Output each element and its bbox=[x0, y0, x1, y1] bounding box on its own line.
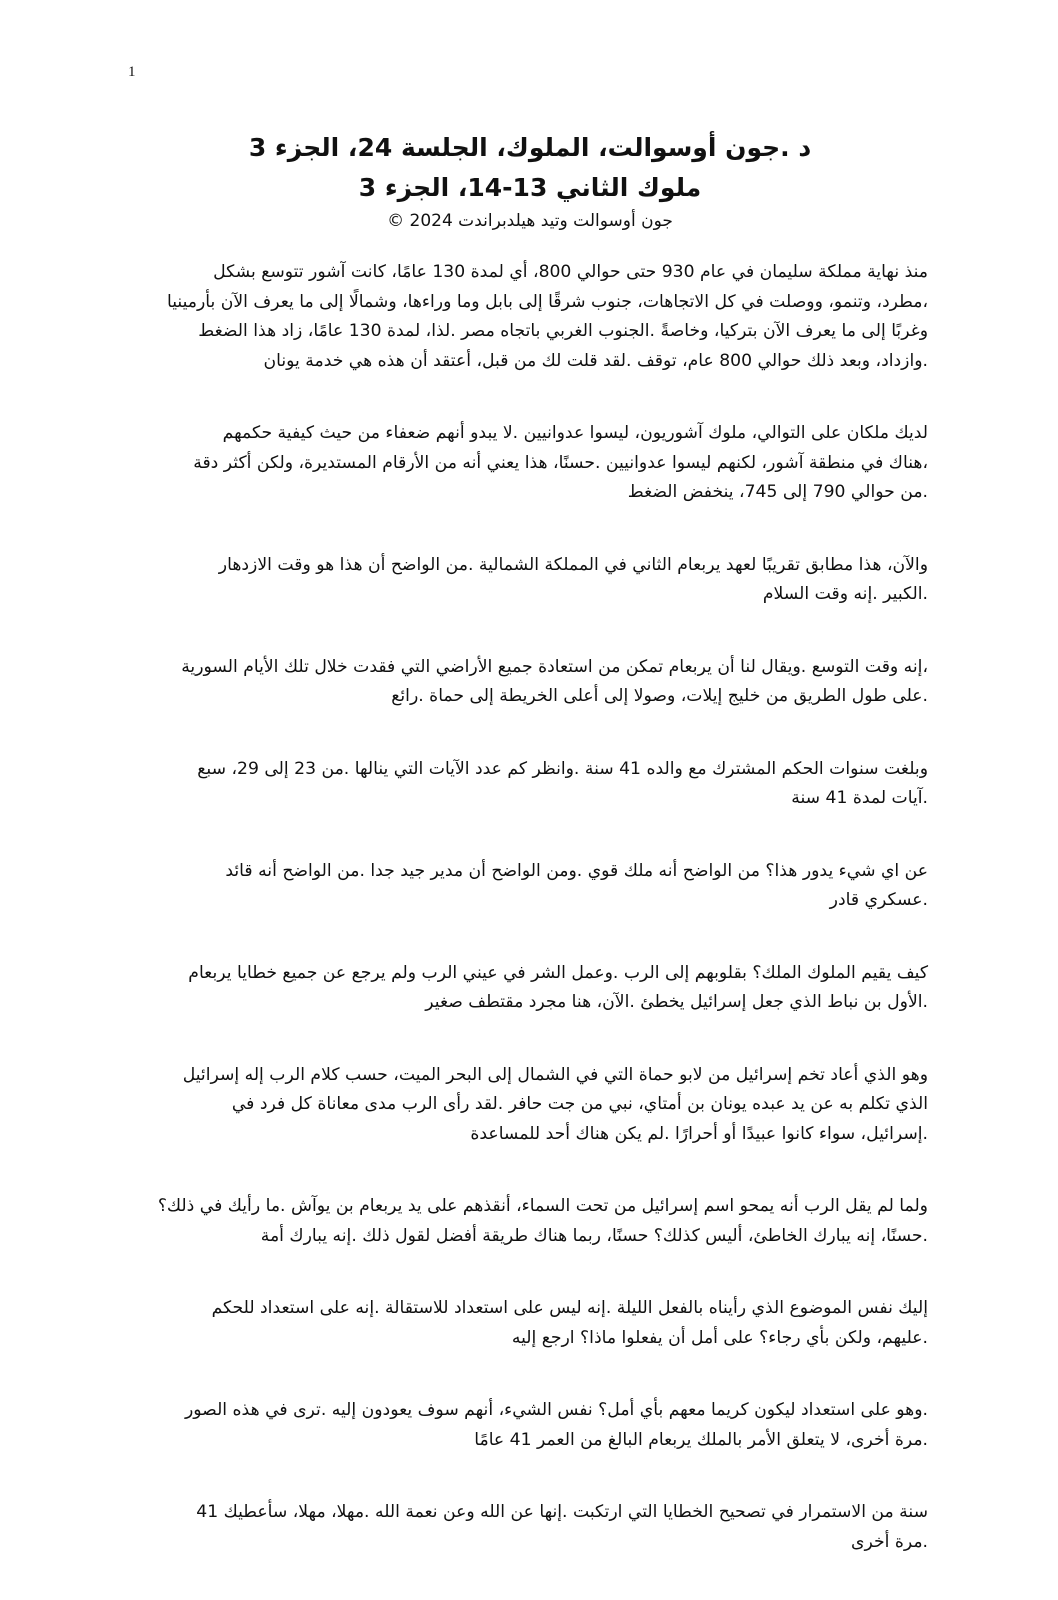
paragraph-line: .وهو على استعداد ليكون كريما معهم بأي أمل؟ نفس الشيء، أنهم سوف يعودون إليه .ترى في هذه الصور bbox=[184, 1400, 928, 1420]
paragraph bbox=[148, 1396, 928, 1455]
title-line-1: د .جون أوسوالت، الملوك، الجلسة 24، الجزء 3 bbox=[248, 133, 812, 162]
paragraph-line: لديك ملكان على التوالي، ملوك آشوريون، ليسوا عدوانيين .لا يبدو أنهم ضعفاء من حيث كيفية حكمهم bbox=[222, 423, 928, 443]
paragraph bbox=[148, 755, 928, 814]
paragraph-line: .مرة أخرى bbox=[851, 1531, 928, 1552]
paragraph-line: سنة من الاستمرار في تصحيح الخطايا التي ارتكبت .إنها عن الله وعن نعمة الله .مهلا، مهلا، سأعطيك 41 bbox=[196, 1502, 928, 1522]
document-body bbox=[148, 258, 928, 1600]
paragraph-line: .على طول الطريق من خليج إيلات، وصولا إلى أعلى الخريطة إلى حماة .رائع bbox=[391, 686, 928, 706]
paragraph-line: ،إنه وقت التوسع .ويقال لنا أن يربعام تمكن من استعادة جميع الأراضي التي فقدت خلال تلك الأيام السورية bbox=[181, 656, 928, 677]
paragraph-line: عن اي شيء يدور هذا؟ من الواضح أنه ملك قوي .ومن الواضح أن مدير جيد جدا .من الواضح أنه قائد bbox=[225, 860, 928, 881]
paragraph-line: والآن، هذا مطابق تقريبًا لعهد يربعام الثاني في المملكة الشمالية .من الواضح أن هذا هو وقت الازدهار bbox=[218, 554, 928, 575]
paragraph-line: .مرة أخرى، لا يتعلق الأمر بالملك يربعام البالغ من العمر 41 عامًا bbox=[474, 1429, 928, 1450]
paragraph-line: منذ نهاية مملكة سليمان في عام 930 حتى حوالي 800، أي لمدة 130 عامًا، كانت آشور تتوسع بشكل bbox=[213, 262, 928, 282]
paragraph-line: وغربًا إلى ما يعرف الآن بتركيا، وخاصةً .الجنوب الغربي باتجاه مصر .لذا، لمدة 130 عامًا، زاد هذا الضغط bbox=[198, 321, 928, 341]
paragraph bbox=[148, 1294, 928, 1353]
page-number: 1 bbox=[128, 64, 136, 80]
paragraph-line: .الأول بن نباط الذي جعل إسرائيل يخطئ .الآن، هنا مجرد مقتطف صغير bbox=[425, 992, 928, 1012]
document-header bbox=[150, 128, 910, 234]
paragraph-line: .من حوالي 790 إلى 745، ينخفض الضغط bbox=[627, 482, 928, 502]
paragraph-line: .عسكري قادر bbox=[829, 890, 928, 910]
paragraph-line: .آيات لمدة 41 سنة bbox=[791, 788, 928, 808]
paragraph-line: وبلغت سنوات الحكم المشترك مع والده 41 سنة .وانظر كم عدد الآيات التي ينالها .من 23 إلى 29، سبع bbox=[197, 758, 928, 779]
paragraph bbox=[148, 857, 928, 916]
paragraph-line: ،هناك في منطقة آشور، لكنهم ليسوا عدوانيين .حسنًا، هذا يعني أنه من الأرقام المستديرة، ولكن أكثر دقة bbox=[193, 452, 928, 473]
paragraph-line: الذي تكلم به عن يد عبده يونان بن أمتاي، نبي من جت حافر .لقد رأى الرب مدى معاناة كل فرد في bbox=[231, 1094, 928, 1114]
paragraph bbox=[148, 419, 928, 508]
paragraph-line: كيف يقيم الملوك الملك؟ بقلوبهم إلى الرب .وعمل الشر في عيني الرب ولم يرجع عن جميع خطايا يربعام bbox=[188, 962, 928, 983]
paragraph-line: .إسرائيل، سواء كانوا عبيدًا أو أحرارًا .لم يكن هناك أحد للمساعدة bbox=[470, 1123, 928, 1144]
paragraph-line: .حسنًا، إنه يبارك الخاطئ، أليس كذلك؟ حسنًا، ربما هناك طريقة أفضل لقول ذلك .إنه يبارك أمة bbox=[260, 1225, 928, 1246]
copyright-line: جون أوسوالت وتيد هيلدبراندت 2024 © bbox=[387, 211, 673, 231]
paragraph bbox=[148, 1192, 928, 1251]
paragraph bbox=[148, 959, 928, 1018]
paragraph-line: .الكبير .إنه وقت السلام bbox=[762, 584, 928, 604]
paragraph-line: ،مطرد، وتنمو، ووصلت في كل الاتجاهات، جنوب شرقًا إلى بابل وما وراءها، وشمالًا إلى ما يعرف الآن بأرمينيا bbox=[166, 291, 928, 312]
paragraph-line: .عليهم، ولكن بأي رجاء؟ على أمل أن يفعلوا ماذا؟ ارجع إليه bbox=[511, 1327, 928, 1348]
paragraph-line: ولما لم يقل الرب أنه يمحو اسم إسرائيل من تحت السماء، أنقذهم على يد يربعام بن يوآش .ما رأيك في ذلك؟ bbox=[157, 1196, 928, 1216]
paragraph bbox=[148, 1498, 928, 1557]
paragraph bbox=[148, 1061, 928, 1150]
title-line-2: ملوك الثاني 13-14، الجزء 3 bbox=[358, 173, 702, 202]
paragraph bbox=[148, 551, 928, 610]
paragraph-line: وهو الذي أعاد تخم إسرائيل من لابو حماة التي في الشمال إلى البحر الميت، حسب كلام الرب إله إسرائيل bbox=[182, 1064, 928, 1085]
paragraph bbox=[148, 258, 928, 376]
paragraph-line: إليك نفس الموضوع الذي رأيناه بالفعل الليلة .إنه ليس على استعداد للاستقالة .إنه على استعداد للحكم bbox=[211, 1298, 928, 1318]
paragraph bbox=[148, 653, 928, 712]
paragraph-line: .وازداد، وبعد ذلك حوالي 800 عام، توقف .لقد قلت لك من قبل، أعتقد أن هذه هي خدمة يونان bbox=[263, 350, 928, 371]
